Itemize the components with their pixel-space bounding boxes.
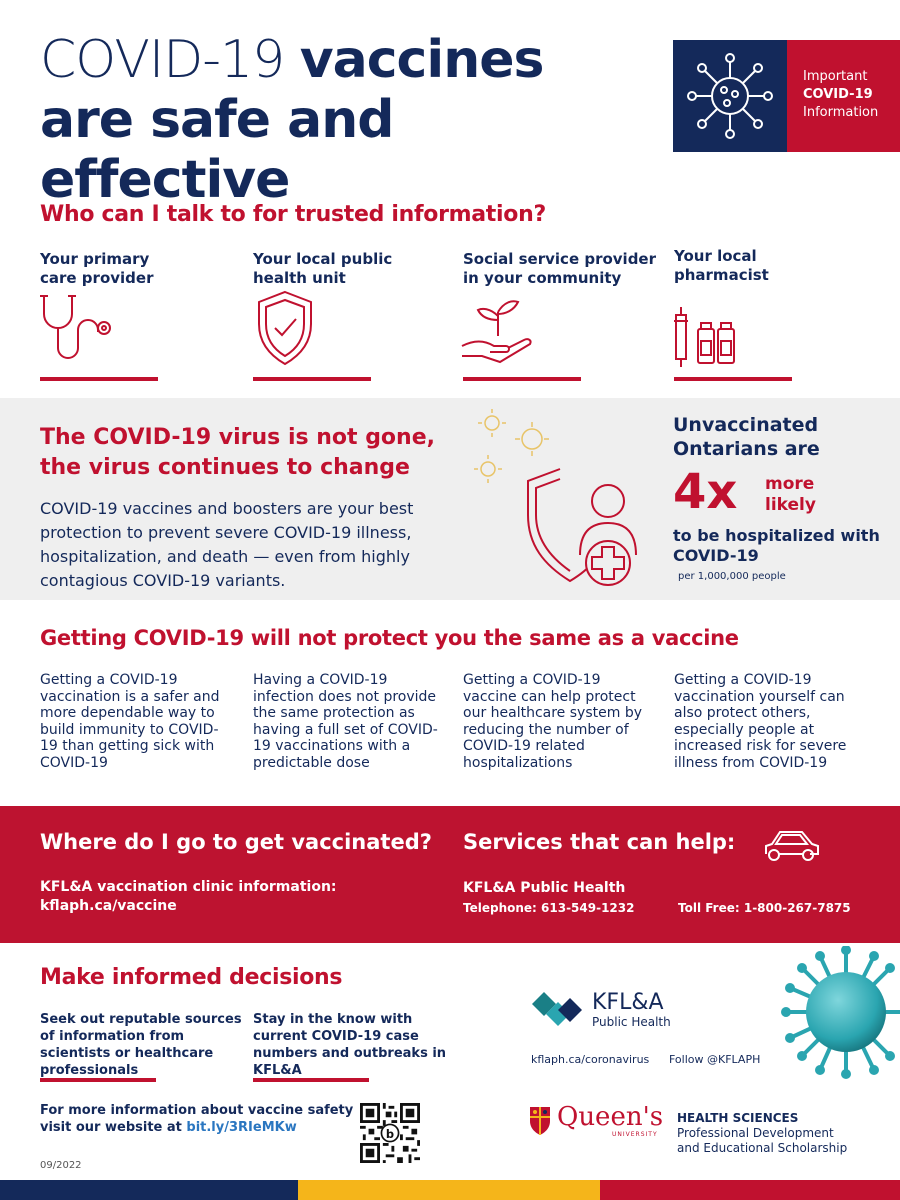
stat-more-likely: more likely bbox=[765, 474, 816, 515]
clinic-link[interactable]: kflaph.ca/vaccine bbox=[40, 898, 177, 914]
more-info-link[interactable]: bit.ly/3RIeMKw bbox=[186, 1120, 297, 1135]
contact-label-pharmacist: Your local pharmacist bbox=[674, 247, 769, 284]
contact-label-social-service: Social service provider in your community bbox=[463, 250, 657, 287]
kfla-social-link[interactable]: Follow @KFLAPH bbox=[669, 1053, 761, 1066]
protection-heading: Getting COVID-19 will not protect you the same as a vaccine bbox=[40, 626, 739, 650]
services-heading: Services that can help: bbox=[463, 830, 736, 854]
hand-plant-icon bbox=[460, 296, 535, 364]
health-sciences-line-3: and Educational Scholarship bbox=[677, 1141, 848, 1155]
footer-stripe-navy bbox=[0, 1180, 298, 1200]
shield-person-icon bbox=[470, 405, 670, 595]
kfla-logo-mark bbox=[530, 992, 584, 1030]
badge-line-1: Important bbox=[803, 69, 868, 84]
contact-label-primary-care: Your primary care provider bbox=[40, 250, 154, 287]
divider bbox=[674, 377, 792, 381]
kfla-logo-sub: Public Health bbox=[592, 1015, 671, 1029]
decision-text: Stay in the know with current COVID-19 case numbers and outbreaks in KFL&A bbox=[253, 1012, 447, 1078]
contact-label-public-health: Your local public health unit bbox=[253, 250, 393, 287]
shield-check-icon bbox=[255, 290, 315, 366]
badge-line-2: COVID-19 bbox=[803, 87, 873, 102]
virus-badge bbox=[673, 40, 787, 152]
stat-headline: Unvaccinated Ontarians are bbox=[673, 414, 820, 460]
divider bbox=[253, 1078, 369, 1082]
health-sciences-label: HEALTH SCIENCES bbox=[677, 1111, 799, 1125]
divider bbox=[463, 377, 581, 381]
reason-text: Getting a COVID-19 vaccination is a safer and more dependable way to build immunity to COVID-19 than getting sick with COVID-19 bbox=[40, 672, 220, 771]
stethoscope-icon bbox=[38, 292, 118, 367]
stat-note: per 1,000,000 people bbox=[678, 571, 786, 582]
divider bbox=[253, 377, 371, 381]
footer-stripe-red bbox=[600, 1180, 900, 1200]
virus-heading bbox=[40, 423, 435, 483]
trusted-heading: Who can I talk to for trusted information? bbox=[40, 202, 546, 227]
syringe-vials-icon bbox=[670, 307, 740, 367]
reason-text: Getting a COVID-19 vaccination yourself can also protect others, especially people at increased risk for severe illness from COVID-19 bbox=[674, 672, 847, 771]
svg-text:b: b bbox=[385, 1126, 395, 1141]
stat-hospitalized: to be hospitalized with COVID-19 bbox=[673, 526, 880, 565]
car-icon bbox=[762, 826, 822, 866]
more-info bbox=[40, 1102, 360, 1136]
reason-text: Getting a COVID-19 vaccine can help protect our healthcare system by reducing the number of COVID-19 related hospitalizations bbox=[463, 672, 642, 771]
title-light: COVID-19 bbox=[40, 30, 285, 90]
divider bbox=[40, 377, 158, 381]
virus-heading-line-2: the virus continues to change bbox=[40, 455, 410, 480]
qr-code[interactable] bbox=[360, 1103, 420, 1163]
where-heading: Where do I go to get vaccinated? bbox=[40, 830, 432, 854]
title-bold-1: vaccines bbox=[299, 30, 544, 90]
queens-university-label: UNIVERSITY bbox=[612, 1131, 658, 1138]
footer-stripe-yellow bbox=[298, 1180, 600, 1200]
stat-multiplier: 4x bbox=[673, 464, 738, 520]
virus-icon bbox=[673, 40, 787, 152]
org-name: KFL&A Public Health bbox=[463, 880, 626, 896]
virus-heading-line-1: The COVID-19 virus is not gone, bbox=[40, 425, 435, 450]
kfla-website-link[interactable]: kflaph.ca/coronavirus bbox=[531, 1053, 650, 1066]
reason-text: Having a COVID-19 infection does not provide the same protection as having a full set of COVID-19 vaccinations with a predictable dose bbox=[253, 672, 438, 771]
more-info-text: For more information about vaccine safety visit our website at bbox=[40, 1103, 354, 1135]
decision-text: Seek out reputable sources of information from scientists or healthcare professionals bbox=[40, 1012, 242, 1078]
title-bold-2: are safe and effective bbox=[40, 90, 394, 210]
clinic-label: KFL&A vaccination clinic information: bbox=[40, 879, 337, 895]
print-date: 09/2022 bbox=[40, 1160, 82, 1171]
health-sciences-line-2: Professional Development bbox=[677, 1126, 834, 1140]
kfla-logo-name: KFL&A bbox=[592, 990, 664, 1015]
virus-body: COVID-19 vaccines and boosters are your best protection to prevent severe COVID-19 illness, hospitalization, and death — even from highly contagious COVID-19 variants. bbox=[40, 499, 414, 590]
page-title bbox=[40, 30, 660, 210]
queens-crest-icon bbox=[528, 1105, 552, 1135]
toll-free[interactable]: Toll Free: 1-800-267-7875 bbox=[678, 901, 851, 915]
divider bbox=[40, 1078, 156, 1082]
queens-wordmark: Queen's bbox=[557, 1102, 664, 1132]
important-badge bbox=[787, 40, 900, 152]
telephone[interactable]: Telephone: 613-549-1232 bbox=[463, 901, 635, 915]
coronavirus-illustration bbox=[778, 946, 900, 1080]
decisions-heading: Make informed decisions bbox=[40, 965, 343, 990]
badge-line-3: Information bbox=[803, 105, 879, 120]
